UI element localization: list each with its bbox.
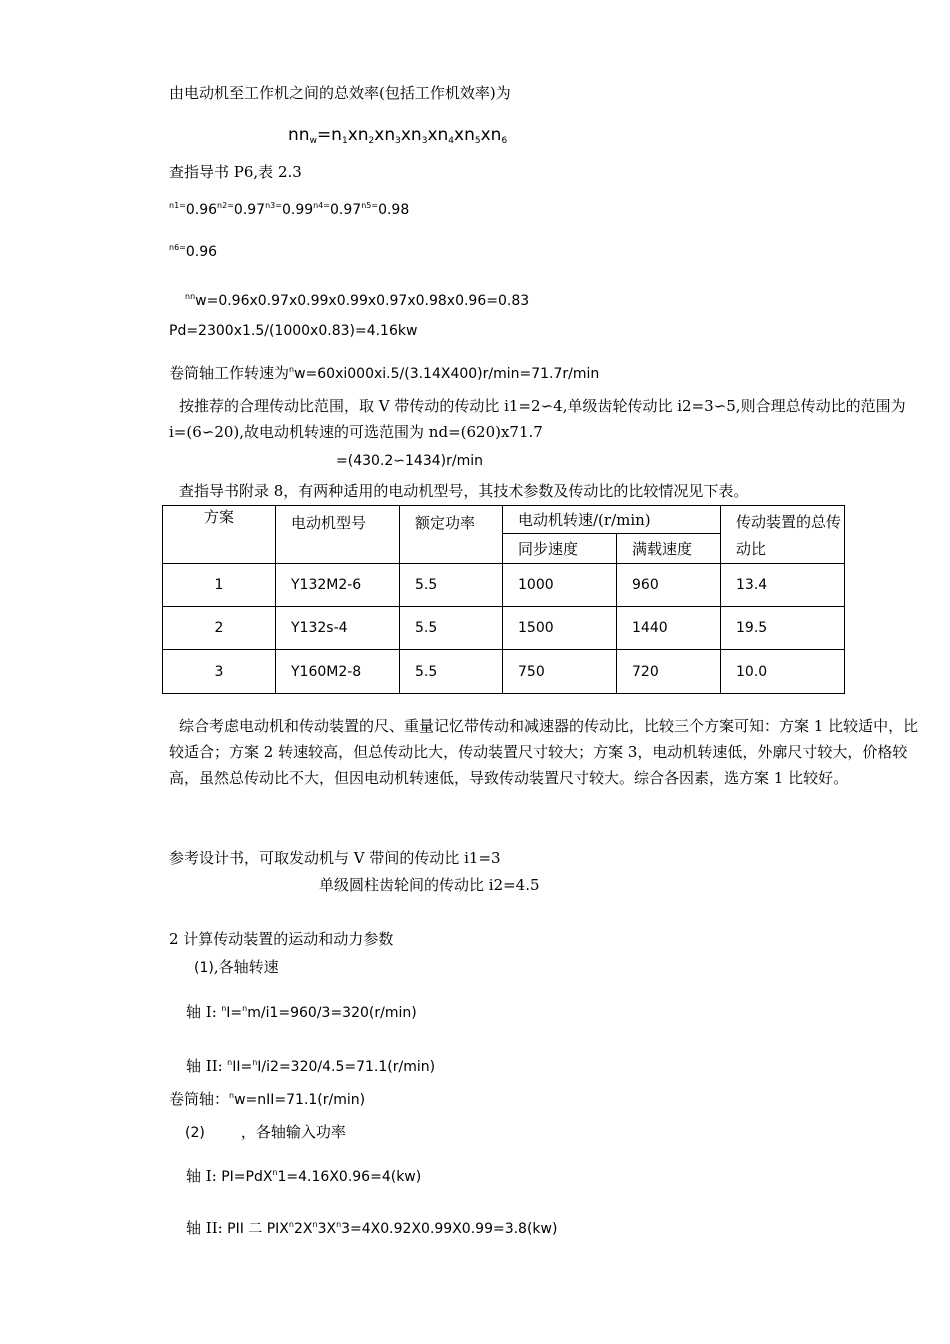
eta2-label: n2=	[217, 201, 234, 210]
shaft2-label: 轴 II:	[186, 1057, 223, 1075]
formula-sub-5: 5	[474, 136, 481, 146]
drum-shaft-value: w=nII=71.1(r/min)	[234, 1092, 366, 1108]
total-efficiency-formula	[288, 125, 507, 151]
shaft-speed-heading	[194, 957, 279, 978]
formula-n: n	[357, 125, 369, 145]
n-symbol: n	[312, 1220, 318, 1229]
eta-total-label: nn	[185, 292, 196, 301]
item-title: ，各轴输入功率	[240, 1123, 346, 1141]
n-symbol: n	[227, 1058, 233, 1067]
cell-full: 1440	[617, 607, 721, 650]
cell-model: Y132M2-6	[276, 564, 400, 607]
formula-sub-2: 2	[368, 136, 375, 146]
shaft1-power	[186, 1163, 421, 1187]
eta4-value: 0.97	[330, 202, 362, 218]
cell-scheme: 2	[163, 607, 276, 650]
item-number: (2)	[185, 1125, 205, 1141]
header-rated-power: 额定功率	[400, 506, 503, 564]
efficiency-values	[169, 196, 409, 220]
shaft1-eq: I=	[226, 1005, 243, 1021]
header-scheme: 方案	[163, 506, 276, 564]
shaft2-power-eq: PII 二 PIX	[227, 1221, 289, 1237]
shaft1-power-value: 1=4.16X0.96=4(kw)	[277, 1169, 422, 1185]
table-row	[163, 607, 845, 650]
cell-ratio: 19.5	[721, 607, 845, 650]
ratio-range-paragraph: 按推荐的合理传动比范围，取 V 带传动的传动比 i1=2∽4,单级齿轮传动比 i2=3∽5,则合理总传动比的范围为 i=(6∽20),故电动机转速的可选范围为 nd=(620)x71.7	[169, 397, 906, 441]
eta1-label: n1=	[169, 201, 186, 210]
formula-n: n	[490, 125, 502, 145]
gear-ratio-line: 单级圆柱齿轮间的传动比 i2=4.5	[319, 876, 540, 894]
motor-comparison-table	[162, 505, 845, 694]
formula-x: x	[347, 125, 358, 145]
drum-speed-value: w=60xi000xi.5/(3.14X400)r/min=71.7r/min	[294, 366, 600, 382]
drum-shaft-speed	[169, 1086, 365, 1110]
cell-model: Y160M2-8	[276, 650, 400, 694]
formula-x: x	[427, 125, 438, 145]
eta3-label: n3=	[265, 201, 282, 210]
shaft1-label: 轴 I:	[186, 1167, 217, 1185]
drum-speed-symbol: n	[289, 365, 295, 374]
cell-sync: 1000	[503, 564, 617, 607]
formula-x: x	[454, 125, 465, 145]
shaft2-label: 轴 II:	[186, 1219, 223, 1237]
formula-sub-4: 4	[448, 136, 455, 146]
shaft1-power-eq: PI=PdX	[221, 1169, 273, 1185]
header-sync-speed: 同步速度	[503, 534, 617, 564]
cell-sync: 750	[503, 650, 617, 694]
drum-speed-label: 卷筒轴工作转速为	[169, 364, 290, 382]
n-symbol: n	[229, 1091, 235, 1100]
cell-scheme: 1	[163, 564, 276, 607]
header-motor-speed: 电动机转速/(r/min)	[503, 506, 721, 534]
shaft2-eq: II=	[232, 1059, 253, 1075]
n-symbol: n	[242, 1004, 248, 1013]
formula-x: x	[374, 125, 385, 145]
cell-full: 960	[617, 564, 721, 607]
shaft-power-heading	[185, 1122, 346, 1143]
section-title: 2 计算传动装置的运动和动力参数	[169, 930, 394, 948]
shaft2-power-part: 2X	[293, 1221, 313, 1237]
shaft1-label: 轴 I:	[186, 1003, 217, 1021]
efficiency-value-6	[169, 238, 217, 262]
n-symbol: n	[288, 1220, 294, 1229]
scheme-comparison-paragraph: 综合考虑电动机和传动装置的尺、重量记忆带传动和减速器的传动比，比较三个方案可知：方案 1 比较适中，比较适合；方案 2 转速较高，但总传动比大，传动装置尺寸较大；方案 3，电动机转速低，外廓尺寸较大，价格较高，虽然总传动比不大，但因电动机转速低，导致传动装置尺寸较大。综合各因素，选方案 1 比较好。	[169, 717, 919, 787]
shaft1-value: m/i1=960/3=320(r/min)	[247, 1005, 417, 1021]
formula-sub-3b: 3	[421, 136, 428, 146]
n-symbol: n	[252, 1058, 258, 1067]
motor-table-intro: 查指导书附录 8，有两种适用的电动机型号，其技术参数及传动比的比较情况见下表。	[179, 482, 749, 500]
n-symbol: n	[272, 1168, 278, 1177]
cell-power: 5.5	[400, 650, 503, 694]
shaft2-power-value: 3=4X0.92X0.99X0.99=3.8(kw)	[341, 1221, 558, 1237]
formula-n: n	[410, 125, 422, 145]
drum-shaft-label: 卷筒轴：	[169, 1090, 230, 1108]
eta2-value: 0.97	[233, 202, 266, 218]
formula-x: x	[400, 125, 411, 145]
belt-ratio-line: 参考设计书，可取发动机与 V 带间的传动比 i1=3	[169, 849, 501, 867]
formula-n: n	[437, 125, 449, 145]
shaft2-power-part: 3X	[317, 1221, 337, 1237]
cell-ratio: 10.0	[721, 650, 845, 694]
speed-range: =(430.2∽1434)r/min	[336, 453, 483, 469]
header-total-ratio: 传动装置的总传动比	[721, 506, 845, 564]
formula-eq: =n	[316, 125, 342, 145]
eta4-label: n4=	[313, 201, 331, 210]
formula-sub-6: 6	[501, 136, 508, 146]
header-motor-model: 电动机型号	[276, 506, 400, 564]
formula-sub-3: 3	[395, 136, 401, 146]
shaft2-speed	[186, 1053, 435, 1077]
eta3-value: 0.99	[281, 202, 314, 218]
table-row	[163, 564, 845, 607]
formula-sub-1: 1	[341, 136, 348, 146]
eta5-label: n5=	[361, 201, 379, 210]
cell-power: 5.5	[400, 607, 503, 650]
header-full-load-speed: 满载速度	[617, 534, 721, 564]
shaft2-power	[186, 1215, 557, 1239]
n-symbol: n	[221, 1004, 227, 1013]
cell-power: 5.5	[400, 564, 503, 607]
n-symbol: n	[336, 1220, 342, 1229]
reference-note: 查指导书 P6,表 2.3	[169, 163, 302, 181]
item-number: (1)	[194, 960, 214, 976]
cell-model: Y132s-4	[276, 607, 400, 650]
formula-n: n	[464, 125, 475, 145]
cell-ratio: 13.4	[721, 564, 845, 607]
eta5-value: 0.98	[378, 202, 410, 218]
required-power-calc: Pd=2300x1.5/(1000x0.83)=4.16kw	[169, 323, 418, 339]
drum-speed-calc	[169, 360, 599, 384]
cell-scheme: 3	[163, 650, 276, 694]
cell-sync: 1500	[503, 607, 617, 650]
formula-x: x	[480, 125, 491, 145]
eta6-label: n6=	[169, 243, 186, 252]
efficiency-intro: 由电动机至工作机之间的总效率(包括工作机效率)为	[169, 84, 511, 102]
cell-full: 720	[617, 650, 721, 694]
eta-total-value: w=0.96x0.97x0.99x0.99x0.97x0.98x0.96=0.83	[195, 293, 530, 309]
formula-sub-w: w	[309, 136, 317, 146]
table-row	[163, 650, 845, 694]
formula-lead: nn	[288, 125, 310, 145]
shaft2-value: I/i2=320/4.5=71.1(r/min)	[257, 1059, 436, 1075]
total-efficiency-calc	[185, 287, 529, 311]
shaft1-speed	[186, 999, 417, 1023]
item-title: ,各轴转速	[213, 958, 279, 976]
eta6-value: 0.96	[185, 244, 218, 260]
formula-n: n	[384, 125, 396, 145]
eta1-value: 0.96	[185, 202, 218, 218]
